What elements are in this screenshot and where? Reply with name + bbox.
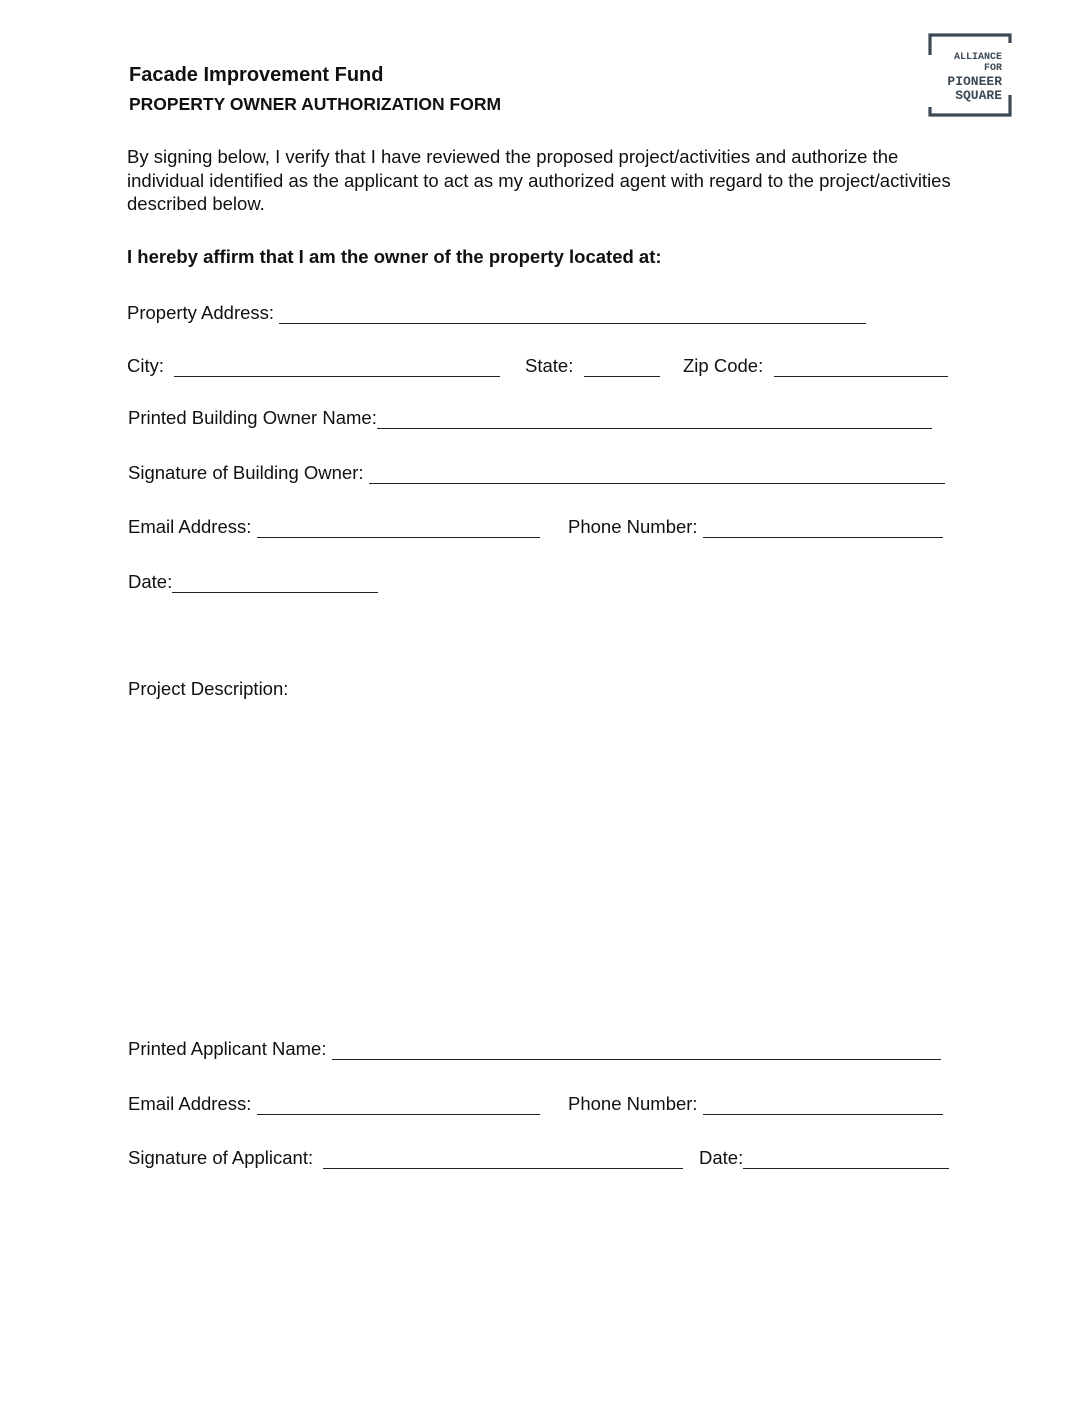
city-field[interactable] <box>127 353 500 377</box>
city-line[interactable] <box>174 357 500 377</box>
logo-text-for: FOR <box>983 63 1002 74</box>
alliance-pioneer-square-logo <box>928 33 1012 117</box>
applicant-phone-label: Phone Number: <box>568 1093 703 1114</box>
logo-text-square: SQUARE <box>955 88 1002 103</box>
printed-owner-name-label: Printed Building Owner Name: <box>128 407 377 428</box>
owner-signature-label: Signature of Building Owner: <box>128 462 369 483</box>
applicant-name-line[interactable] <box>332 1040 941 1060</box>
printed-owner-name-line[interactable] <box>377 409 932 429</box>
applicant-phone-field[interactable] <box>568 1091 943 1115</box>
owner-date-field[interactable] <box>128 569 378 593</box>
zip-code-label: Zip Code: <box>683 355 774 376</box>
applicant-phone-line[interactable] <box>703 1095 943 1115</box>
owner-phone-label: Phone Number: <box>568 516 703 537</box>
intro-paragraph: By signing below, I verify that I have reviewed the proposed project/activities and authorize the individual identified as the applicant to act as my authorized agent with regard to the project/activities described below. <box>127 146 951 214</box>
owner-email-field[interactable] <box>128 514 540 538</box>
owner-signature-line[interactable] <box>369 464 945 484</box>
applicant-signature-field[interactable] <box>128 1145 683 1169</box>
property-address-line[interactable] <box>279 304 866 324</box>
owner-signature-field[interactable] <box>128 460 945 484</box>
owner-phone-field[interactable] <box>568 514 943 538</box>
applicant-name-label: Printed Applicant Name: <box>128 1038 332 1059</box>
owner-email-label: Email Address: <box>128 516 257 537</box>
form-title: Facade Improvement Fund <box>129 64 384 86</box>
printed-owner-name-field[interactable] <box>128 405 932 429</box>
owner-phone-line[interactable] <box>703 518 943 538</box>
property-address-field[interactable] <box>127 300 866 324</box>
owner-date-label: Date: <box>128 571 173 592</box>
applicant-date-line[interactable] <box>743 1149 949 1169</box>
state-field[interactable] <box>525 353 660 377</box>
state-label: State: <box>525 355 584 376</box>
property-address-label: Property Address: <box>127 302 280 323</box>
applicant-signature-label: Signature of Applicant: <box>128 1147 324 1168</box>
logo-text-alliance: ALLIANCE <box>953 52 1002 63</box>
zip-code-field[interactable] <box>683 353 948 377</box>
owner-email-line[interactable] <box>257 518 540 538</box>
logo-text-pioneer: PIONEER <box>947 74 1002 89</box>
ownership-affirmation: I hereby affirm that I am the owner of the property located at: <box>127 246 662 267</box>
zip-code-line[interactable] <box>774 357 948 377</box>
applicant-signature-line[interactable] <box>323 1149 683 1169</box>
applicant-email-line[interactable] <box>257 1095 540 1115</box>
form-subtitle: PROPERTY OWNER AUTHORIZATION FORM <box>129 94 502 114</box>
applicant-name-field[interactable] <box>128 1036 941 1060</box>
applicant-date-label: Date: <box>699 1147 744 1168</box>
applicant-email-field[interactable] <box>128 1091 540 1115</box>
city-label: City: <box>127 355 175 376</box>
applicant-date-field[interactable] <box>699 1145 949 1169</box>
owner-date-line[interactable] <box>172 573 378 593</box>
state-line[interactable] <box>584 357 660 377</box>
project-description-label: Project Description: <box>128 678 289 699</box>
logo-bracket-icon <box>928 33 1012 117</box>
applicant-email-label: Email Address: <box>128 1093 257 1114</box>
